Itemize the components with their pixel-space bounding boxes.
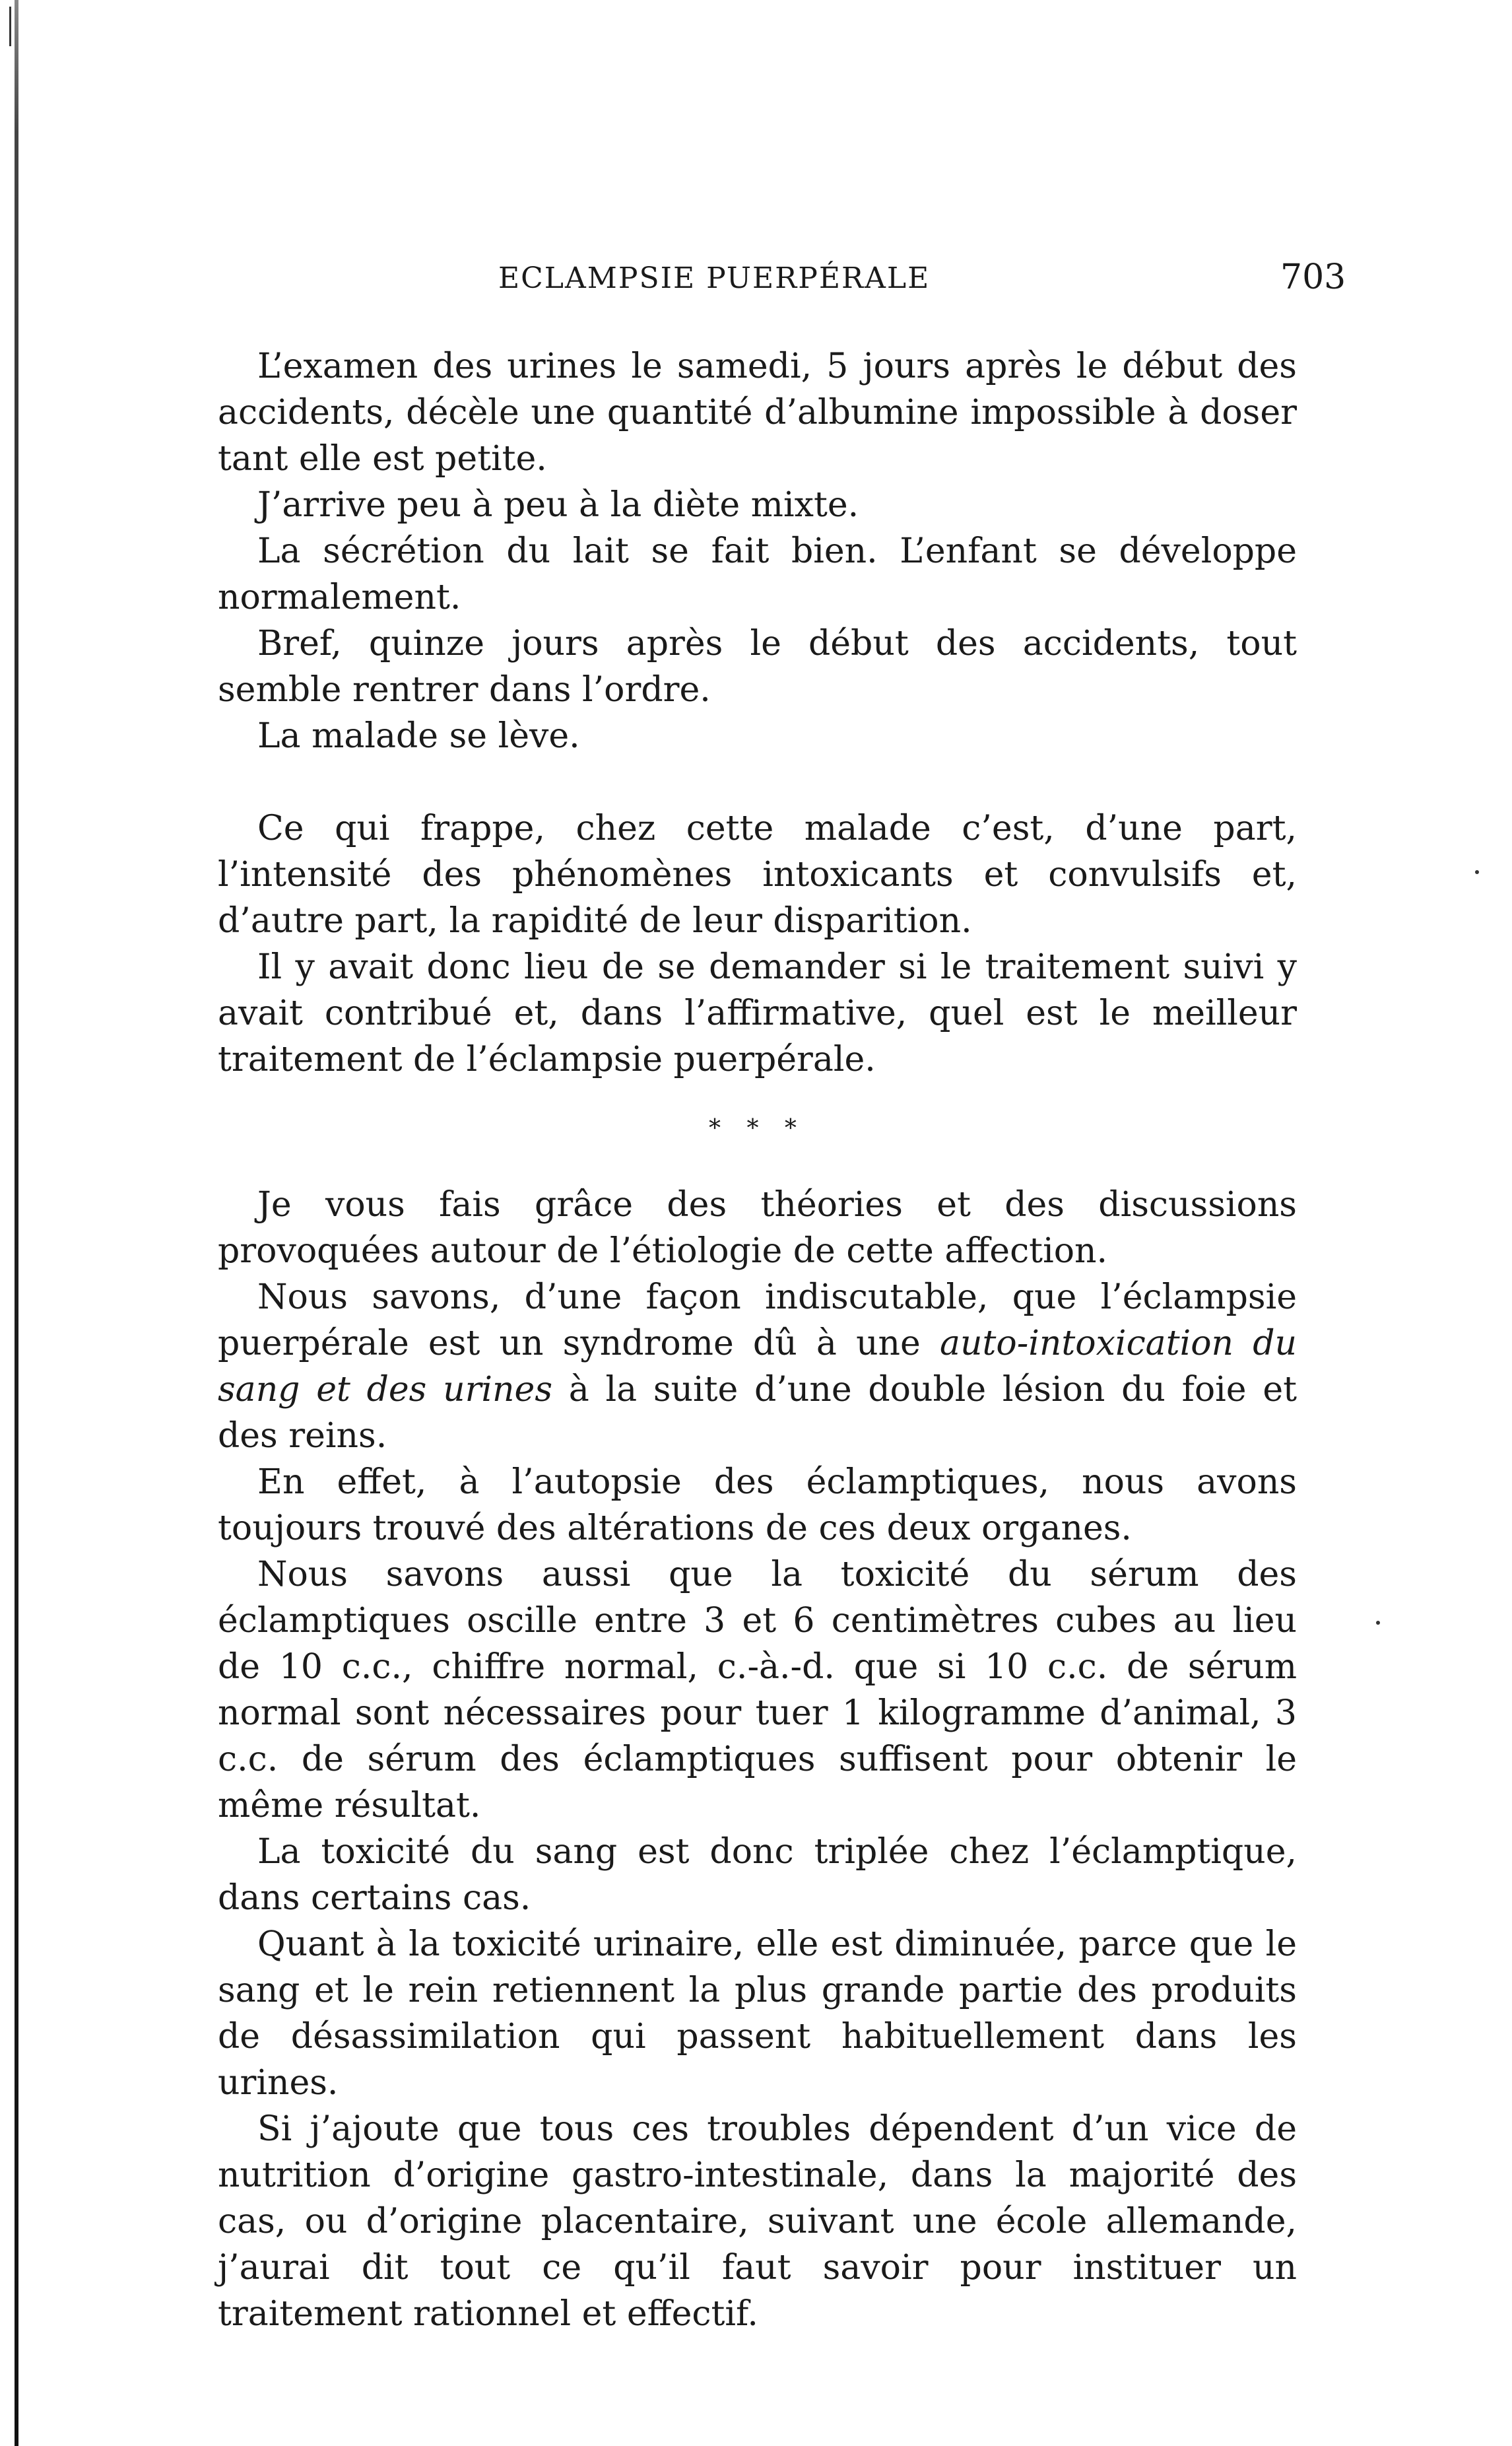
- page-edge-shadow: [15, 0, 18, 2446]
- page-edge-mark: [9, 7, 11, 46]
- paragraph: La sécrétion du lait se fait bien. L’enfant se développe normalement.: [218, 531, 1297, 617]
- paragraph: Il y avait donc lieu de se demander si le traitement suivi y avait contribué et, dans l’affirmative, quel est le meilleur traitement de l’éclampsie puerpérale.: [218, 947, 1297, 1079]
- paragraph: J’arrive peu à peu à la diète mixte.: [257, 485, 859, 525]
- paragraph: Je vous fais grâce des théories et des discussions provoquées autour de l’étiologie de cette affection.: [218, 1185, 1297, 1271]
- paragraph: Bref, quinze jours après le début des accidents, tout semble rentrer dans l’ordre.: [218, 624, 1297, 710]
- paragraph: La malade se lève.: [257, 716, 580, 756]
- paragraph-text: à la suite d’une double lésion du foie et des reins.: [218, 1370, 1297, 1456]
- paragraph: En effet, à l’autopsie des éclamptiques, nous avons toujours trouvé des altérations de ces deux organes.: [218, 1462, 1297, 1548]
- paragraph: Ce qui frappe, chez cette malade c’est, d’une part, l’intensité des phénomènes intoxicants et convulsifs et, d’autre part, la rapidité de leur disparition.: [218, 809, 1297, 941]
- paragraph: [218, 1274, 1297, 1459]
- paragraph: La toxicité du sang est donc triplée chez l’éclamptique, dans certains cas.: [218, 1832, 1297, 1918]
- paragraph: Nous savons aussi que la toxicité du sérum des éclamptiques oscille entre 3 et 6 centimètres cubes au lieu de 10 c.c., chiffre normal, c.-à.-d. que si 10 c.c. de sérum normal sont nécessaires pour tuer 1 kilogramme d’animal, 3 c.c. de sérum des éclamptiques suffisent pour obtenir le même résultat.: [218, 1555, 1297, 1825]
- page-number: 703: [1280, 257, 1346, 297]
- paragraph: L’examen des urines le samedi, 5 jours après le début des accidents, décèle une quantité d’albumine impossible à doser tant elle est petite.: [218, 347, 1297, 479]
- paragraph-text: Nous savons, d’une façon indiscutable, que l’éclampsie puerpérale est un syndrome dû à une: [218, 1277, 1297, 1363]
- paragraph: Si j’ajoute que tous ces troubles dépendent d’un vice de nutrition d’origine gastro-intestinale, dans la majorité des cas, ou d’origine placentaire, suivant une école allemande, j’aurai dit tout ce qu’il faut savoir pour instituer un traitement rationnel et effectif.: [218, 2109, 1297, 2334]
- scan-speck: [1475, 870, 1479, 874]
- page-body: [218, 343, 1297, 2337]
- section-break-asterism: * * *: [709, 1115, 806, 1142]
- paragraph: Quant à la toxicité urinaire, elle est diminuée, parce que le sang et le rein retiennent la plus grande partie des produits de désassimilation qui passent habituellement dans les urines.: [218, 1924, 1297, 2103]
- italic-phrase: auto-intoxication du sang et des urines: [218, 1324, 1297, 1410]
- scan-speck: [1376, 1621, 1380, 1625]
- running-head: ECLAMPSIE PUERPÉRALE: [498, 261, 931, 295]
- page-header: [0, 257, 1512, 301]
